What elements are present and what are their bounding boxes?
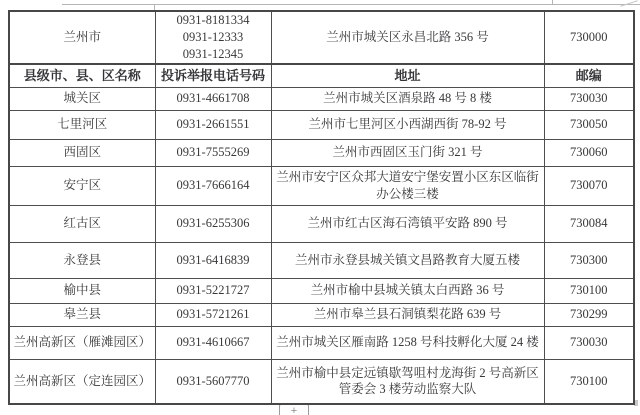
cell-phone: 0931-6416839 <box>155 242 271 278</box>
cropped-divider-stub-right <box>552 0 553 5</box>
header-postal: 邮编 <box>544 64 634 87</box>
city-phone-3: 0931-12345 <box>182 47 244 61</box>
cell-postal: 730100 <box>544 278 634 303</box>
cell-address: 兰州市安宁区众邦大道安宁堡安置小区东区临街办公楼三楼 <box>271 166 544 205</box>
table-row <box>9 205 634 242</box>
cell-district-name: 皋兰县 <box>9 303 155 326</box>
cell-phone: 0931-7666164 <box>155 166 271 205</box>
cell-district-name: 安宁区 <box>9 166 155 205</box>
table-row <box>9 326 634 359</box>
cell-postal: 730299 <box>544 303 634 326</box>
cell-postal: 730100 <box>544 359 634 404</box>
cell-district-name: 永登县 <box>9 242 155 278</box>
header-phone: 投诉举报电话号码 <box>155 64 271 87</box>
cell-phone: 0931-4610667 <box>155 326 271 359</box>
table-row <box>9 166 634 205</box>
cell-phone: 0931-6255306 <box>155 205 271 242</box>
cell-district-name: 城关区 <box>9 87 155 110</box>
table-row <box>9 87 634 110</box>
cell-postal: 730030 <box>544 87 634 110</box>
cell-phone: 0931-5721261 <box>155 303 271 326</box>
cell-postal: 730070 <box>544 166 634 205</box>
city-phone-2: 0931-12333 <box>182 30 244 44</box>
cell-address: 兰州市红古区海石湾镇平安路 890 号 <box>271 205 544 242</box>
header-district-name: 县级市、县、区名称 <box>9 64 155 87</box>
cell-phone: 0931-5607770 <box>155 359 271 404</box>
cell-district-name: 七里河区 <box>9 110 155 139</box>
cell-phone: 0931-5221727 <box>155 278 271 303</box>
table-row-city <box>9 11 634 64</box>
cell-city-name: 兰州市 <box>9 11 155 64</box>
table-row <box>9 359 634 404</box>
header-address: 地址 <box>271 64 544 87</box>
cell-district-name: 榆中县 <box>9 278 155 303</box>
cell-phone: 0931-4661708 <box>155 87 271 110</box>
cell-district-name: 西固区 <box>9 139 155 166</box>
cell-postal: 730030 <box>544 326 634 359</box>
cell-address: 兰州市榆中县定远镇歇驾咀村龙海街 2 号高新区管委会 3 楼劳动监察大队 <box>271 359 544 404</box>
table-row <box>9 242 634 278</box>
contact-table <box>8 10 635 405</box>
cell-district-name: 红古区 <box>9 205 155 242</box>
table-add-handle-icon[interactable]: + <box>279 404 309 415</box>
cell-address: 兰州市榆中县城关镇太白西路 36 号 <box>271 278 544 303</box>
city-phone-1: 0931-8181334 <box>176 13 250 27</box>
cell-phone: 0931-7555269 <box>155 139 271 166</box>
table-row <box>9 278 634 303</box>
cell-district-name: 兰州高新区（定连园区） <box>9 359 155 404</box>
cell-address: 兰州市西固区玉门街 321 号 <box>271 139 544 166</box>
cell-address: 兰州市城关区酒泉路 48 号 8 楼 <box>271 87 544 110</box>
cell-postal: 730084 <box>544 205 634 242</box>
cell-postal: 730300 <box>544 242 634 278</box>
table-row <box>9 139 634 166</box>
cell-postal: 730060 <box>544 139 634 166</box>
cell-city-address: 兰州市城关区永昌北路 356 号 <box>271 11 544 64</box>
cell-postal: 730050 <box>544 110 634 139</box>
cell-address: 兰州市七里河区小西湖西街 78-92 号 <box>271 110 544 139</box>
cell-district-name: 兰州高新区（雁滩园区） <box>9 326 155 359</box>
cropped-line-artifact <box>62 4 640 5</box>
table-row <box>9 303 634 326</box>
cell-address: 兰州市永登县城关镇文昌路教育大厦五楼 <box>271 242 544 278</box>
table-row <box>9 110 634 139</box>
cell-address: 兰州市皋兰县石洞镇梨花路 639 号 <box>271 303 544 326</box>
cell-phone: 0931-2661551 <box>155 110 271 139</box>
table-header-row <box>9 64 634 87</box>
cell-city-phones <box>155 11 271 64</box>
cell-city-postal: 730000 <box>544 11 634 64</box>
cell-address: 兰州市城关区雁南路 1258 号科技孵化大厦 24 楼 <box>271 326 544 359</box>
